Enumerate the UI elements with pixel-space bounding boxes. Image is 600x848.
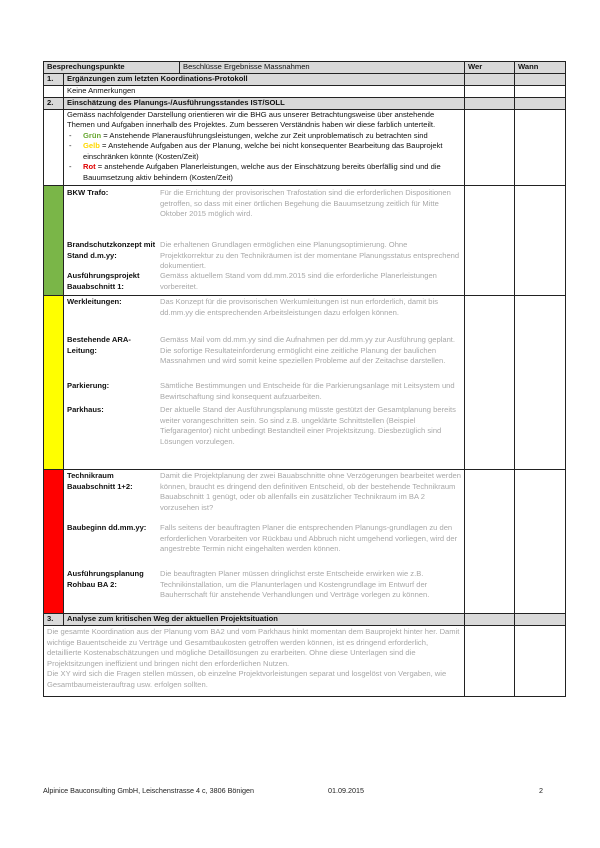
- protocol-document: [43, 61, 565, 697]
- section-3-number: 3.: [44, 614, 64, 626]
- green-block-row: [44, 186, 566, 296]
- item-text: Gemäss aktuellem Stand vom dd.mm.2015 sind die erforderliche Planerleistungen vorbereitet.: [160, 271, 437, 291]
- red-item: [67, 471, 461, 523]
- item-text: Die beauftragten Planer müssen dringlichst erste Entscheide erwirken wie z.B. Technikinstallation, um die Planunterlagen und Kostengrundlage im Entwurf der Bauherrschaft für anstehende Verhandlungen und Verträge vorlegen zu können.: [160, 569, 430, 599]
- item-text: Damit die Projektplanung der zwei Bauabschnitte ohne Verzögerungen bearbeitet werden können, braucht es dringend den definitiven Entscheid, ob der bestehende Technikraum Bauabschnitt 1 genügt, oder ob allenfalls ein zusätzlicher Technikraum im BA 2 vorzusehen ist?: [160, 471, 461, 512]
- red-block-row: [44, 470, 566, 614]
- yellow-status-bar: [44, 296, 64, 470]
- section-1-note-row: [44, 86, 566, 98]
- item-label: Baubeginn dd.mm.yy:: [67, 523, 147, 532]
- item-label: Brandschutzkonzept mit Stand d.m.yy:: [67, 240, 156, 260]
- section-3-paragraph: Die gesamte Koordination aus der Planung vom BA2 und vom Parkhaus hinkt momentan dem Bauprojekt hinter her. Damit wichtige Bauentscheide zu Verträge und Gesamtbaukosten getroffen werden können, ist es dringend erforderlich, detaillierte Kostenabschätzungen und mögliche Detaillösungen zu erarbeiten. Ohne diese Unterlagen sind die Projektsitzungen ineffizient und bringen nicht den erforderlichen Nutzen.: [47, 627, 460, 668]
- section-1-number: 1.: [44, 74, 64, 86]
- red-item: [67, 569, 461, 613]
- legend-yellow: - Gelb = Anstehende Aufgaben aus der Planung, welche bei nicht konsequenter Bearbeitung das Bauprojekt einschränken könnte (Kosten/Zeit): [69, 141, 443, 161]
- protocol-table: [43, 61, 566, 697]
- green-status-bar: [44, 186, 64, 296]
- legend-red-text: = anstehende Aufgaben Planerleistungen, welche aus der Einschätzung bereits überfällig sind und die Bauumsetzung aktiv behindern (Kosten/Zeit): [83, 162, 441, 182]
- yellow-block-row: [44, 296, 566, 470]
- page-footer: [43, 786, 565, 795]
- item-label: Technikraum Bauabschnitt 1+2:: [67, 471, 133, 491]
- green-item: [67, 271, 461, 295]
- item-label: Ausführungsprojekt Bauabschnitt 1:: [67, 271, 140, 291]
- legend-green: - Grün = Anstehende Planerausführungsleistungen, welche zur Zeit unproblematisch zu betrachten sind: [69, 130, 428, 140]
- item-label: Werkleitungen:: [67, 297, 122, 306]
- item-text: Die erhaltenen Grundlagen ermöglichen eine Planungsoptimierung. Ohne Projektkorrektur zu den Technikräumen ist der momentane Planungsstatus entsprechend dokumentiert.: [160, 240, 460, 270]
- legend-green-word: Grün: [83, 130, 102, 140]
- item-label: Parkhaus:: [67, 405, 104, 414]
- item-text: Sämtliche Bestimmungen und Entscheide für die Parkierungsanlage mit Leitsystem und Bewirtschaftung sind konsequent aufzuarbeiten.: [160, 381, 455, 401]
- legend-red-word: Rot: [83, 162, 96, 171]
- legend-yellow-text: = Anstehende Aufgaben aus der Planung, welche bei nicht konsequenter Bearbeitung das Bauprojekt einschränken könnte (Kosten/Zeit): [83, 141, 443, 161]
- red-item: [67, 523, 461, 569]
- green-item: [67, 240, 461, 271]
- section-2-number: 2.: [44, 97, 64, 109]
- footer-company: Alpinice Bauconsulting GmbH, Leischenstrasse 4 c, 3806 Bönigen: [43, 786, 254, 795]
- item-label: Ausführungsplanung Rohbau BA 2:: [67, 569, 144, 589]
- section-1-row: [44, 74, 566, 86]
- item-label: Bestehende ARA-Leitung:: [67, 335, 131, 355]
- section-3-title: Analyse zum kritischen Weg der aktuellen Projektsituation: [64, 614, 465, 626]
- item-text: Der aktuelle Stand der Ausführungsplanung müsste gestützt der Gesamtplanung bereits weiter vorangeschritten sein. So sind z.B. ungeklärte Schnittstellen (Beispiel Tiefgaragentor) nicht unbedingt Bestandteil einer Projektsitzung. Diesbezüglich sind Lösungen vorzulegen.: [160, 405, 456, 446]
- table-header-row: [44, 62, 566, 74]
- section-3-text-row: [44, 626, 566, 697]
- yellow-item: [67, 405, 461, 469]
- yellow-item: [67, 381, 461, 405]
- section-1-note: Keine Anmerkungen: [64, 86, 465, 98]
- footer-date: 01.09.2015: [328, 786, 364, 795]
- legend-green-text: = Anstehende Planerausführungsleistungen, welche zur Zeit unproblematisch zu betrachten sind: [101, 130, 428, 140]
- item-label: BKW Trafo:: [67, 188, 109, 197]
- yellow-item: [67, 297, 461, 335]
- intro-text: Gemäss nachfolgender Darstellung orientieren wir die BHG aus unserer Betrachtungsweise über anstehende Themen und Aufgaben innerhalb des Projektes. Zum besseren Verständnis haben wir diese farblich unterteilt.: [67, 109, 436, 129]
- section-3-row: [44, 614, 566, 626]
- item-text: Für die Errichtung der provisorischen Trafostation sind die erforderlichen Dispositionen getroffen, so dass mit einer örtlichen Begehung die Bauumsetzung zeitlich für Mitte Oktober 2015 möglich wird.: [160, 188, 451, 218]
- legend-yellow-word: Gelb: [83, 141, 100, 150]
- intro-row: [44, 109, 566, 186]
- item-text: Gemäss Mail vom dd.mm.yy sind die Aufnahmen per dd.mm.yy zur Ausführung geplant. Die sofortige Resultateinforderung ermöglicht eine zeitliche Planung der baulichen Massnahmen und wird somit keine speziellen Probleme auf der Zeitachse darstellen.: [160, 335, 456, 365]
- header-besprechungspunkte: Besprechungspunkte: [44, 62, 180, 74]
- header-wer: Wer: [465, 62, 515, 74]
- item-text: Falls seitens der beauftragten Planer die entsprechenden Planungs-grundlagen zu den erforderlichen Vorarbeiten vor Rückbau und Abbruch nicht umgehend vorliegen, wird der angestrebte Termin nicht eingehalten werden können.: [160, 523, 458, 553]
- section-1-title: Ergänzungen zum letzten Koordinations-Protokoll: [64, 74, 465, 86]
- section-3-paragraph: Die XY wird sich die Fragen stellen müssen, ob einzelne Projektvorleistungen separat und losgelöst von Vergaben, wie Gesamtbaumeisterauftrag usw. erfolgen sollten.: [47, 669, 447, 689]
- item-label: Parkierung:: [67, 381, 110, 390]
- section-2-row: [44, 97, 566, 109]
- green-item: [67, 188, 461, 240]
- red-status-bar: [44, 470, 64, 614]
- header-wann: Wann: [515, 62, 566, 74]
- legend-red: - Rot = anstehende Aufgaben Planerleistungen, welche aus der Einschätzung bereits überfällig sind und die Bauumsetzung aktiv behindern (Kosten/Zeit): [69, 162, 441, 182]
- header-beschluesse: Beschlüsse Ergebnisse Massnahmen: [180, 62, 465, 74]
- item-text: Das Konzept für die provisorischen Werkumleitungen ist nun erforderlich, damit bis dd.mm.yy die entsprechenden Arbeitsleistungen dazu erfolgen können.: [160, 297, 439, 317]
- footer-page-number: 2: [539, 786, 543, 795]
- yellow-item: [67, 335, 461, 381]
- section-2-title: Einschätzung des Planungs-/Ausführungsstandes IST/SOLL: [64, 97, 465, 109]
